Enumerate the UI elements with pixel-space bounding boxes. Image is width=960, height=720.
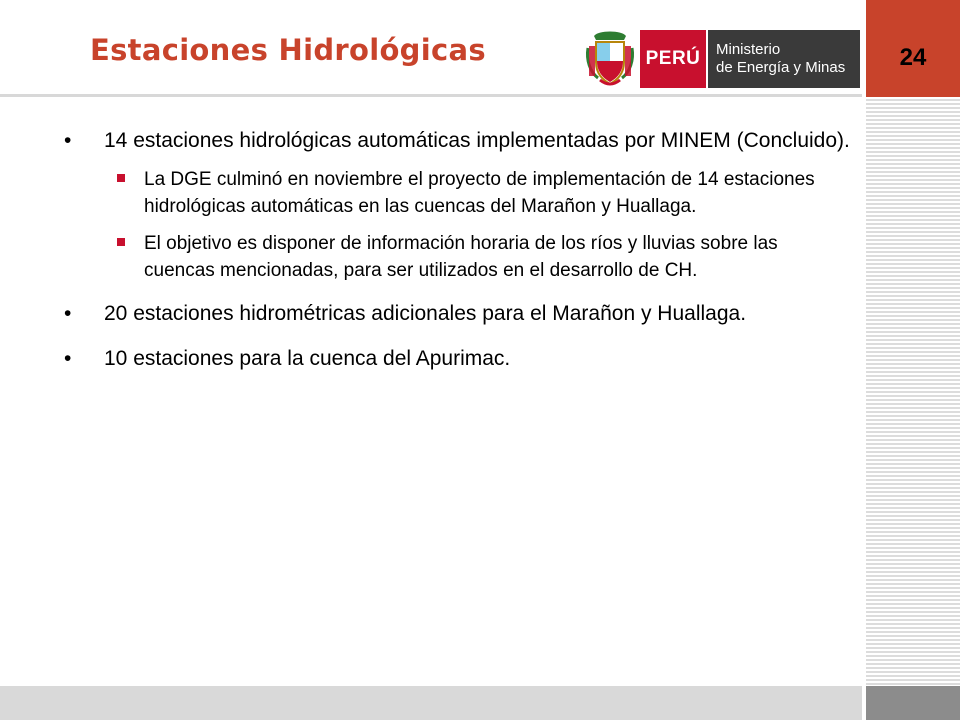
slide-title: Estaciones Hidrológicas (90, 33, 486, 67)
footer-corner (866, 686, 960, 720)
bullet-text: 10 estaciones para la cuenca del Apurimac. (104, 347, 511, 370)
peru-coat-of-arms-icon (584, 28, 636, 88)
bullet-text: 20 estaciones hidrométricas adicionales para el Marañon y Huallaga. (104, 302, 747, 325)
footer-bar (0, 686, 862, 720)
ministry-name-line1: Ministerio (716, 41, 781, 58)
bullet-dot: • (64, 302, 72, 325)
header-divider (0, 94, 862, 97)
square-bullet-icon (117, 174, 125, 182)
sub-bullet-item (60, 166, 850, 220)
ministry-name-line2: de Energía y Minas (716, 59, 846, 76)
bullet-text: 14 estaciones hidrológicas automáticas implementadas por MINEM (Concluido). (104, 129, 850, 152)
bullet-item (60, 125, 850, 156)
bullet-item (60, 343, 850, 374)
bullet-dot: • (64, 129, 72, 152)
side-stripe-panel (866, 97, 960, 686)
sub-bullet-text: El objetivo es disponer de información horaria de los ríos y lluvias sobre las cuencas mencionadas, para ser utilizados en el desarrollo de CH. (144, 233, 778, 281)
square-bullet-icon (117, 238, 125, 246)
sub-bullet-item (60, 230, 850, 284)
slide-body (60, 125, 850, 388)
page-number: 24 (899, 44, 927, 71)
ministry-logo (708, 30, 860, 88)
sub-bullet-text: La DGE culminó en noviembre el proyecto de implementación de 14 estaciones hidrológicas automáticas en las cuencas del Marañon y Huallaga. (144, 169, 815, 217)
peru-logo: PERÚ (640, 30, 706, 88)
bullet-item (60, 298, 850, 329)
bullet-dot: • (64, 347, 72, 370)
